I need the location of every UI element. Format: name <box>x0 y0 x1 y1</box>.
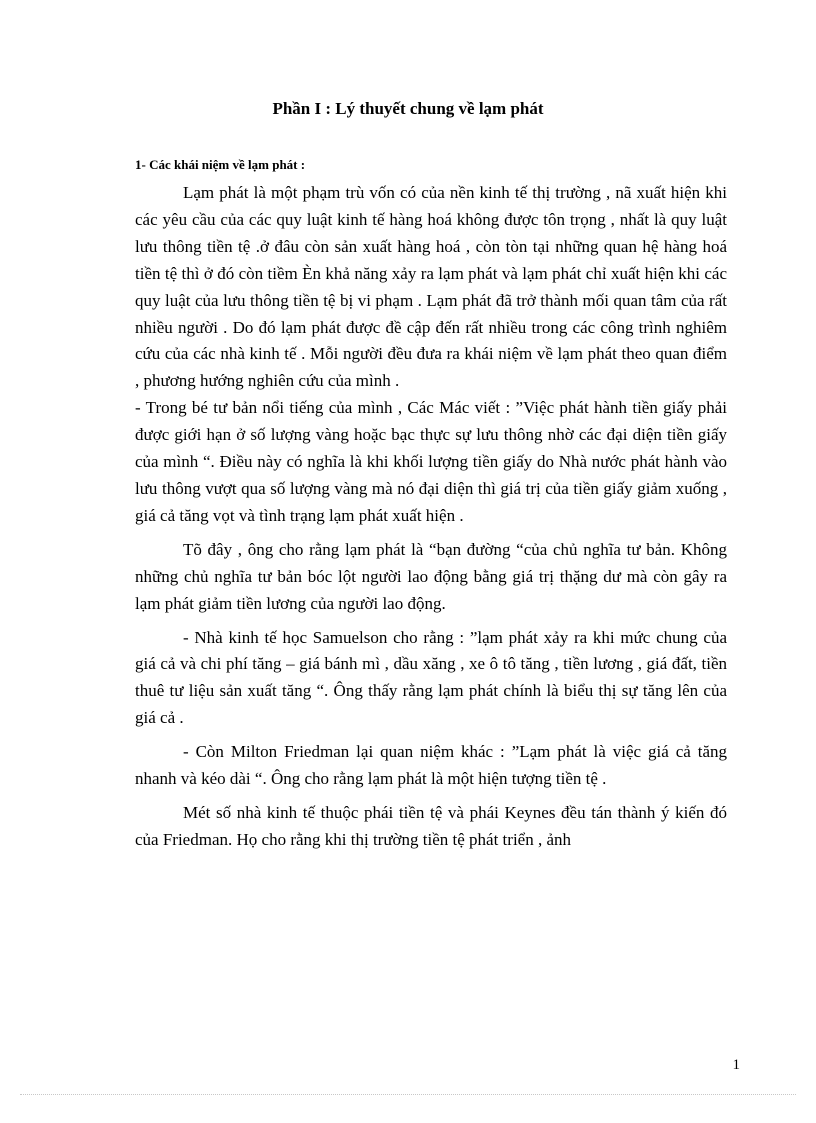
paragraph-friedman: - Còn Milton Friedman lại quan niệm khác : ”Lạm phát là việc giá cả tăng nhanh và kéo dài “. Ông cho rằng lạm phát là một hiện tượng tiền tệ . <box>135 742 727 789</box>
paragraph-definition: Lạm phát là một phạm trù vốn có của nền kinh tế thị trường , nã xuất hiện khi các yêu cầu của các quy luật kinh tế hàng hoá không được tôn trọng , nhất là quy luật lưu thông tiền tệ .ở đâu còn sản xuất hàng hoá , còn tòn tại những quan hệ hàng hoá tiền tệ thì ở đó còn tiềm Èn khả năng xảy ra lạm phát và lạm phát chỉ xuất hiện khi các quy luật của lưu thông tiền tệ bị vi phạm . Lạm phát đã trở thành mối quan tâm của rất nhiều người . Do đó lạm phát được đề cập đến rất nhiều trong các công trình nghiêm cứu của các nhà kinh tế . Mỗi người đều đưa ra khái niệm về lạm phát theo quan điểm , phương hướng nghiên cứu của mình . <box>135 183 727 391</box>
paragraph-marx: - Trong bé tư bản nổi tiếng của mình , Các Mác viết : ”Việc phát hành tiền giấy phải được giới hạn ở số lượng vàng hoặc bạc thực sự lưu thông nhờ các đại diện tiền giấy của mình “. Điều này có nghĩa là khi khối lượng tiền giấy do Nhà nước phát hành vào lưu thông vượt qua số lượng vàng mà nó đại diện thì giá trị của tiền giấy giảm xuống , giá cả tăng vọt và tình trạng lạm phát xuất hiện . <box>135 398 727 525</box>
footer-divider <box>20 1094 796 1095</box>
paragraph-monetarists: Mét số nhà kinh tế thuộc phái tiền tệ và phái Keynes đều tán thành ý kiến đó của Friedman. Họ cho rằng khi thị trường tiền tệ phát triển , ảnh <box>135 802 727 849</box>
page-number: 1 <box>732 1057 740 1073</box>
paragraph-capitalism: Tõ đây , ông cho rằng lạm phát là “bạn đường “của chủ nghĩa tư bản. Không những chủ nghĩa tư bản bóc lột người lao động bằng giá trị thặng dư mà còn gây ra lạm phát giảm tiền lương của người lao động. <box>135 539 727 613</box>
paragraph-samuelson: - Nhà kinh tế học Samuelson cho rằng : ”lạm phát xảy ra khi mức chung của giá cả và chi phí tăng – giá bánh mì , dầu xăng , xe ô tô tăng , tiền lương , giá đất, tiền thuê tư liệu sản xuất tăng “. Ông thấy rằng lạm phát chính là biểu thị sự tăng lên của giá cả . <box>135 627 727 728</box>
body-text <box>135 180 727 854</box>
page-title: Phần I : Lý thuyết chung về lạm phát <box>272 99 544 118</box>
section-heading: 1- Các khái niệm về lạm phát : <box>135 157 306 172</box>
